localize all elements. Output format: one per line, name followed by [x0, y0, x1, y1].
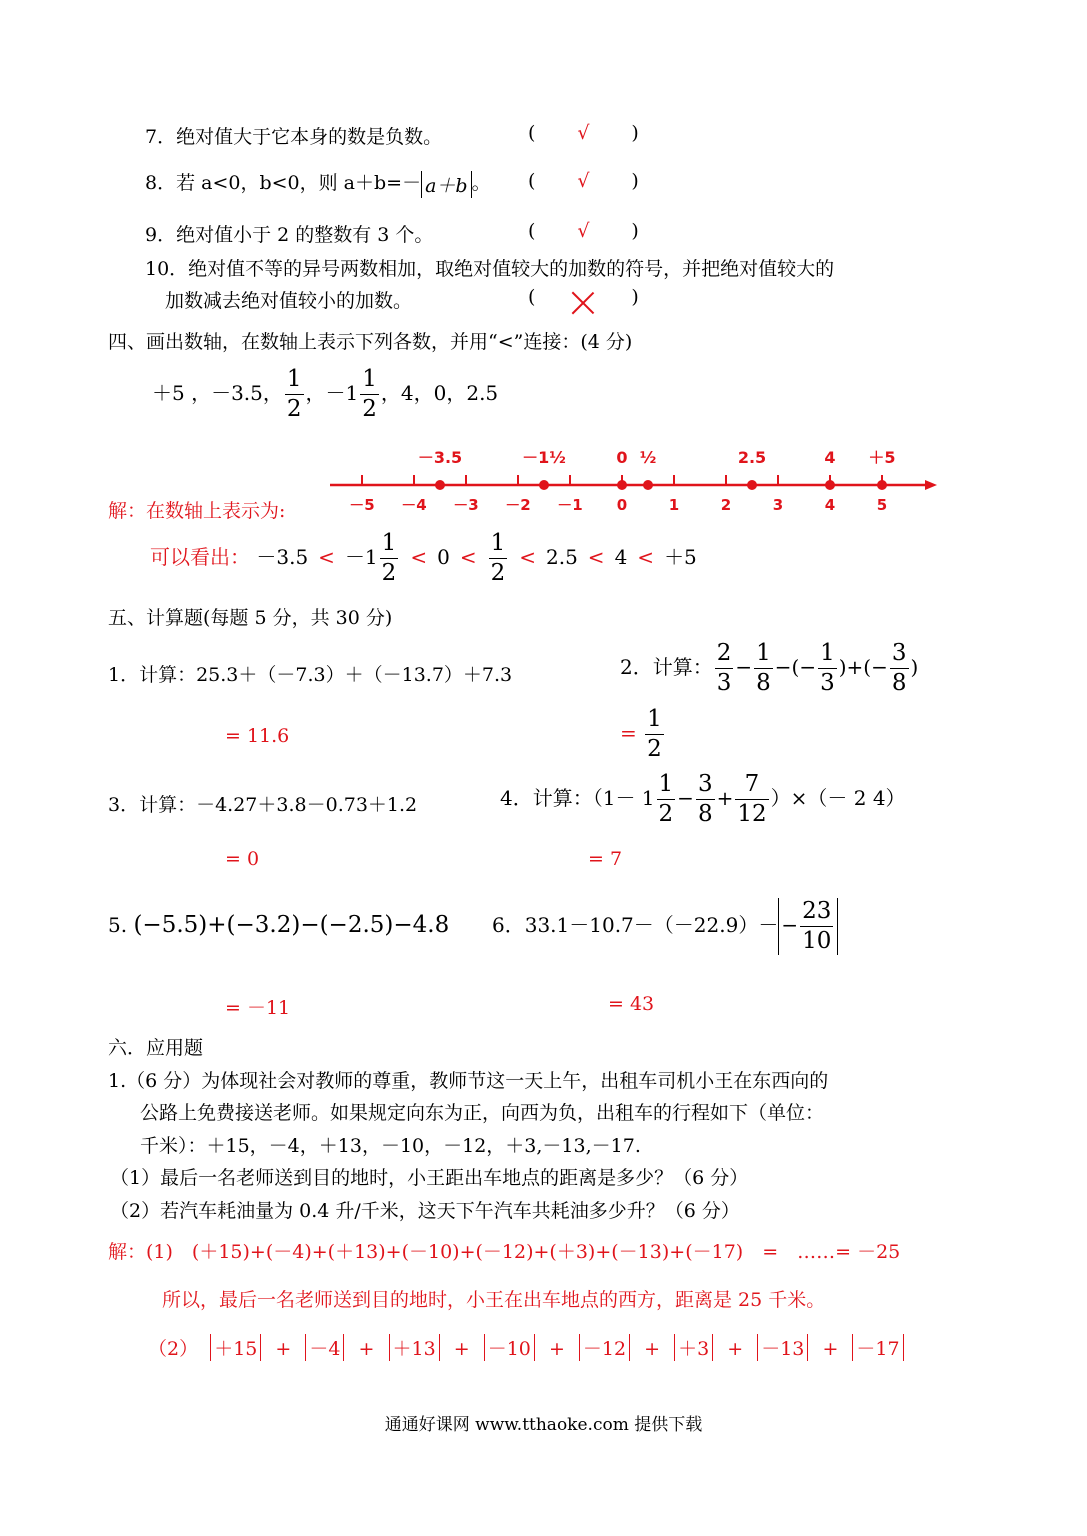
- problem-6: 6．33.1－10.7－（－22.9）－ − $\frac{23}{10}$: [492, 898, 838, 955]
- axis-ticks: [349, 475, 887, 514]
- section4-answer-label: 解：在数轴上表示为:: [108, 500, 286, 522]
- section4-order: 可以看出： －3.5 < －1 $\frac{1}{2}$ < 0 < $\frac{1}{2}$ < 2.5 < 4 < ＋5: [150, 530, 697, 586]
- solution-1: 解：(1) (＋15)+(－4)+(＋13)+(－10)+(－12)+(＋3)+(－13)+(－17) = ……= －25: [108, 1241, 901, 1263]
- answer-1: = 11.6: [225, 725, 290, 747]
- axis-points: [418, 448, 896, 490]
- question-line1: 1.（6 分）为体现社会对教师的尊重，教师节这一天上午，出租车司机小王在东西向的: [108, 1070, 829, 1092]
- axis-point: [825, 480, 835, 490]
- axis-tick-label: －4: [401, 496, 427, 514]
- page-footer: 通通好课网 www.tthaoke.com 提供下载: [384, 1415, 703, 1435]
- axis-tick-label: 3: [772, 496, 784, 514]
- axis-point-label: 0: [616, 448, 628, 467]
- problem-3: 3．计算：－4.27＋3.8－0.73＋1.2: [108, 794, 418, 816]
- solution-1-text: 所以，最后一名老师送到目的地时，小王在出车地点的西方，距离是 25 千米。: [162, 1289, 826, 1311]
- sub-question-1: （1）最后一名老师送到目的地时，小王距出车地点的距离是多少？（6 分）: [110, 1167, 749, 1189]
- axis-tick-label: －5: [349, 496, 375, 514]
- section6-title: 六．应用题: [108, 1037, 204, 1059]
- axis-point-label: 2.5: [737, 448, 767, 467]
- axis-tick-label: 5: [876, 496, 888, 514]
- problem-1: 1．计算：25.3＋（－7.3）＋（－13.7）＋7.3: [108, 664, 513, 686]
- judgment-10-line2: 加数减去绝对值较小的加数。: [165, 290, 413, 312]
- sub-question-2: （2）若汽车耗油量为 0.4 升/千米，这天下午汽车共耗油多少升？（6 分）: [110, 1200, 740, 1222]
- axis-point-label: －3.5: [417, 448, 463, 467]
- judgment-9-mark: ( √ ): [528, 220, 639, 242]
- cross-icon: [570, 292, 596, 314]
- judgment-9: 9．绝对值小于 2 的整数有 3 个。: [145, 224, 434, 246]
- answer-6: = 43: [608, 993, 655, 1015]
- judgment-10-mark: ( ): [528, 286, 639, 314]
- solution-2: （2） ＋15 + －4 + ＋13 + －10 + －12 + ＋3 + －13 + －17: [148, 1334, 904, 1361]
- axis-tick-label: －3: [453, 496, 479, 514]
- fraction-half: $\frac{1}{2}$: [362, 366, 377, 422]
- judgment-7-text: 7．绝对值大于它本身的数是负数。: [145, 126, 443, 148]
- axis-tick-label: 0: [616, 496, 628, 514]
- judgment-8: 8．若 a<0，b<0，则 a＋b=－ a＋b 。: [145, 172, 491, 197]
- fraction-half: $\frac{1}{2}$: [286, 366, 302, 422]
- axis-point: [877, 480, 887, 490]
- axis-tick-label: －1: [557, 496, 583, 514]
- answer-2: = $\frac{1}{2}$: [620, 706, 662, 762]
- axis-point: [747, 480, 757, 490]
- axis-point: [539, 480, 549, 490]
- axis-tick-label: －2: [505, 496, 531, 514]
- axis-point: [643, 480, 653, 490]
- answer-5: = －11: [225, 997, 291, 1019]
- problem-5: 5. (−5.5)+(−3.2)−(−2.5)−4.8: [108, 912, 450, 938]
- section5-title: 五、计算题(每题 5 分，共 30 分): [108, 607, 393, 629]
- axis-point-label: ＋5: [868, 448, 896, 467]
- axis-point: [435, 480, 445, 490]
- axis-tick-label: 2: [720, 496, 732, 514]
- question-line3: 千米）：＋15，－4，＋13，－10，－12，＋3,－13,－17.: [140, 1135, 641, 1157]
- axis-tick-label: 4: [824, 496, 836, 514]
- section4-title: 四、画出数轴，在数轴上表示下列各数，并用“<”连接：(4 分): [108, 331, 633, 353]
- axis-point: [617, 480, 627, 490]
- axis-point-label: 4: [824, 448, 836, 467]
- section4-numbers: ＋5 ，－3.5， $\frac{1}{2}$ ，－1 $\frac{1}{2}$ ，4，0，2.5: [152, 366, 499, 422]
- axis-point-label: ½: [639, 448, 657, 467]
- question-line2: 公路上免费接送老师。如果规定向东为正，向西为负，出租车的行程如下（单位：: [140, 1102, 825, 1124]
- axis-point-label: －1½: [522, 448, 566, 467]
- answer-3: = 0: [225, 848, 260, 870]
- absolute-value: a＋b: [421, 171, 472, 198]
- judgment-7: [145, 122, 442, 149]
- number-line: [325, 430, 945, 525]
- problem-2: 2．计算： $\frac{2}{3}$ − $\frac{1}{8}$ −(− $\frac{1}{3}$ )+(− $\frac{3}{8}$ ): [620, 640, 919, 696]
- judgment-8-mark: ( √ ): [528, 170, 639, 192]
- answer-4: = 7: [588, 848, 623, 870]
- problem-4: 4．计算：（1－ 1 $\frac{1}{2}$ − $\frac{3}{8}$ + $\frac{7}{12}$ ）×（－ 2 4）: [500, 771, 906, 827]
- axis-tick-label: 1: [668, 496, 680, 514]
- judgment-10-line1: 10．绝对值不等的异号两数相加，取绝对值较大的加数的符号，并把绝对值较大的: [145, 258, 835, 280]
- axis-arrow-icon: [925, 480, 937, 490]
- judgment-7-mark: ( √ ): [528, 122, 639, 144]
